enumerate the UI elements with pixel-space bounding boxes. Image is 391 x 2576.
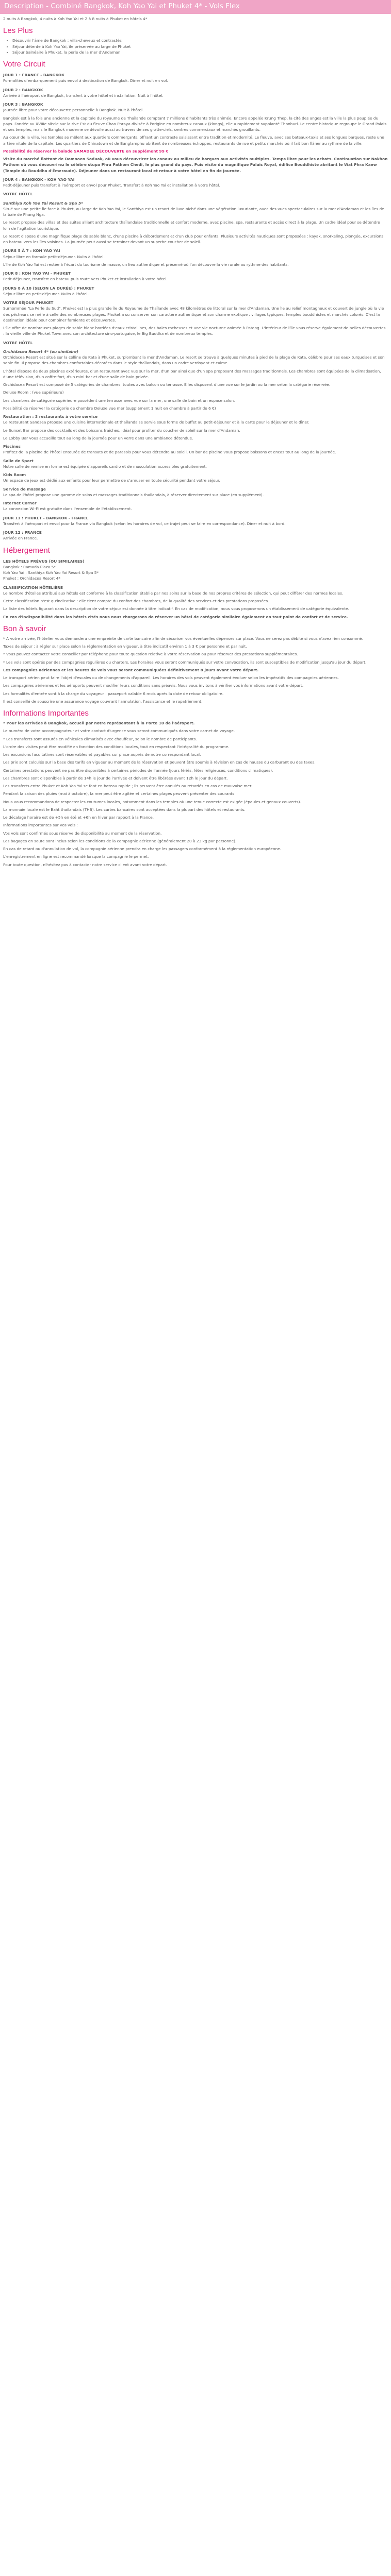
circuit-day [3,200,388,245]
circuit-days [3,72,388,541]
day-title: JOUR 11 : PHUKET - BANGKOK - FRANCE [3,515,89,520]
day-title: Piscines [3,444,21,449]
circuit-day [3,300,388,337]
important-paragraph: Les excursions facultatives sont réservables et payables sur place auprès de notre correspondant local. [3,752,201,757]
day-paragraph: Visite du marché flottant de Damnoen Saduak, où vous découvrirez les canaux au milieu de barques aux activités multiples. Temps libre pour les achats. Continuation sur Nakhon Pathom où vous découvrirez le célèbre stupa Phra Pathom Chedi, le plus grand du pays. Puis visite du magnifique Palais Royal, édifice Bouddhiste abritant le Wat Phra Kaew (Temple du Bouddha d'Émeraude). Déjeuner dans un restaurant local et retour à votre hôtel en fin de journée. [3,157,388,173]
day-paragraph: Notre salle de remise en forme est équipée d'appareils cardio et de musculation accessibles gratuitement. [3,464,207,469]
day-paragraph: Petit-déjeuner, transfert en bateau puis route vers Phuket et installation à votre hôtel. [3,277,168,282]
highlights-heading: Les Plus [3,26,33,36]
day-paragraph: Formalités d'embarquement puis envol à destination de Bangkok. Dîner et nuit en vol. [3,78,168,83]
page-title: Description - Combiné Bangkok, Koh Yao Yai et Phuket 4* - Vols Flex [0,0,391,14]
day-paragraph: Le resort propose des villas et des suites alliant architecture thaïlandaise traditionnelle et confort moderne, avec piscine, spa, restaurants et accès direct à la plage. Un cadre idéal pour se détendre loin de l'agitation touristique. [3,220,380,231]
circuit-day [3,177,388,189]
day-title: JOUR 3 : BANGKOK [3,102,43,107]
day-paragraph: L'hôtel dispose de deux piscines extérieures, d'un restaurant avec vue sur la mer, d'un bar ainsi que d'un spa proposant des massages traditionnels. Les chambres sont équipées de la climatisation, d'une télévision, d'un coffre-fort, d'un mini-bar et d'une salle de bain privée. [3,368,381,379]
lodging-section [3,546,388,620]
day-title: Kids Room [3,472,26,477]
day-title: Restauration : 3 restaurants à votre service [3,414,97,419]
day-paragraph: Orchidacea Resort est composé de 5 catégories de chambres, toutes avec balcon ou terrasse. Elles disposent d'une vue sur le jardin ou la mer selon la catégorie réservée. [3,382,331,387]
day-title: VOTRE HÔTEL [3,340,33,345]
important-paragraph: * Les transferts sont assurés en véhicules climatisés avec chauffeur, selon le nombre de participants. [3,736,197,741]
classification-title: CLASSIFICATION HÔTELIÈRE [3,585,63,590]
day-title: JOURS 8 À 10 (SELON LA DURÉE) : PHUKET [3,285,94,291]
day-paragraph: Les chambres de catégorie supérieure possèdent une terrasse avec vue sur la mer, une salle de bain et un espace salon. [3,398,235,403]
lodging-paragraphs [3,590,388,620]
day-paragraph: Bangkok est à la fois une ancienne et la capitale du royaume de Thaïlande comptant 7 millions d'habitants très animée. Encore appelée Krung Thep, la cité des anges est la ville la plus peuplée du pays. Fondée au XVIIIe siècle sur la rive Est du fleuve Chao Phraya divisée à l'origine en nombreux canaux (klongs), elle a rapidement supplanté Thonburi. Le centre historique regroupe le Grand Palais et ses temples, mais le Bangkok moderne se dévoile aussi au travers de ses gratte-ciels, centres commerciaux et marchés grouillants. [3,115,387,132]
day-title: JOUR 2 : BANGKOK [3,87,43,92]
important-paragraph: En cas de retard ou d'annulation de vol, la compagnie aérienne prendra en charge les passagers conformément à la réglementation européenne. [3,846,282,851]
day-title: JOUR 8 : KOH YAO YAI - PHUKET [3,271,71,276]
day-paragraph: L'île de Koh Yao Yai est restée à l'écart du tourisme de masse, un lieu authentique et préservé où l'on découvre la vie rurale au rythme des habitants. [3,262,289,267]
circuit-day [3,472,388,484]
circuit-day [3,72,388,84]
day-title: JOURS 5 À 7 : KOH YAO YAI [3,248,60,253]
important-paragraph: Les prix sont calculés sur la base des tarifs en vigueur au moment de la réservation et peuvent être soumis à révision en cas de hausse du carburant ou des taxes. [3,760,316,765]
lodging-subtitle: LES HÔTELS PRÉVUS (OU SIMILAIRES) [3,558,85,564]
circuit-day [3,285,388,297]
important-paragraph: Pour toute question, n'hésitez pas à contacter notre service client avant votre départ. [3,862,167,867]
circuit-day [3,444,388,455]
day-paragraph: Un espace de jeux est dédié aux enfants pour leur permettre de s'amuser en toute sécurité pendant votre séjour. [3,478,220,483]
lodging-line: Phuket : Orchidacea Resort 4* [3,576,61,581]
practical-paragraph: Le transport aérien peut faire l'objet d'escales ou de changements d'appareil. Les horaires des vols peuvent également évoluer selon les impératifs des compagnies aériennes. [3,675,339,680]
important-paragraph: Les bagages en soute sont inclus selon les conditions de la compagnie aérienne (généralement 20 à 23 kg par personne). [3,838,237,843]
highlight-item: • Séjour balnéaire à Phuket, la perle de la mer d'Andaman [12,49,388,55]
main-content [0,14,391,868]
important-paragraph: * Pour les arrivées à Bangkok, accueil par notre représentant à la Porte 10 de l'aéroport. [3,721,195,725]
circuit-day [3,349,388,411]
practical-paragraph: Les formalités d'entrée sont à la charge du voyageur : passeport valable 6 mois après la date de retour obligatoire. [3,691,224,696]
day-paragraph: Arrivée en France. [3,536,38,541]
practical-paragraph: * A votre arrivée, l'hôtelier vous demandera une empreinte de carte bancaire afin de sécuriser vos éventuelles dépenses sur place. Vous ne serez pas débité si vous n'avez rien consommé. [3,636,364,641]
important-paragraph: L'ordre des visites peut être modifié en fonction des conditions locales, tout en respectant l'intégralité du programme. [3,744,230,749]
day-paragraph: Séjour libre en formule petit-déjeuner. Nuits à l'hôtel. [3,254,105,259]
important-paragraph: L'enregistrement en ligne est recommandé lorsque la compagnie le permet. [3,854,149,859]
day-paragraph: Deluxe Room : (vue supérieure) [3,390,64,395]
lodging-paragraph: Cette classification n'est qu'indicative : elle tient compte du confort des chambres, de la qualité des services et des prestations proposées. [3,599,269,603]
highlight-item: • Découvrir l'âme de Bangkok : villa-cheveux et contrastés [12,38,388,43]
practical-paragraph: * Les vols sont opérés par des compagnies régulières ou charters. Les horaires vous seront communiqués sur votre convocation, ils sont susceptibles de modification jusqu'au jour du départ. [3,659,367,665]
circuit-heading: Votre Circuit [3,60,45,69]
day-paragraph: Séjour libre en petit-déjeuner. Nuits à l'hôtel. [3,291,89,296]
lodging-lines [3,564,388,582]
day-paragraph: Le Lobby Bar vous accueille tout au long de la journée pour un verre dans une ambiance détendue. [3,435,193,440]
lodging-paragraph: La liste des hôtels figurant dans la description de votre séjour est donnée à titre indicatif. En cas de modification, nous vous proposerons un établissement de catégorie équivalente. [3,606,349,612]
day-paragraph: Petit-déjeuner puis transfert à l'aéroport et envol pour Phuket. Transfert à Koh Yao Yai et installation à votre hôtel. [3,183,220,188]
day-paragraph: Journée libre pour votre découverte personnelle à Bangkok. Nuit à l'hôtel. [3,108,144,113]
important-paragraph: Certaines prestations peuvent ne pas être disponibles à certaines périodes de l'année (jours fériés, fêtes religieuses, conditions climatiques). [3,768,273,773]
important-paragraph: Les chambres sont disponibles à partir de 14h le jour de l'arrivée et doivent être libérées avant 12h le jour du départ. [3,775,228,781]
important-heading: Informations Importantes [3,709,89,718]
important-section [3,709,388,868]
day-paragraph: Le resort dispose d'une magnifique plage de sable blanc, d'une piscine à débordement et d'un club pour enfants. Plusieurs activités nautiques sont proposées : kayak, snorkeling, plongée, excursions en bateau vers les îles voisines. La journée peut aussi se terminer devant un superbe coucher de soleil. [3,233,384,244]
important-paragraphs [3,720,388,868]
day-title: VOTRE SÉJOUR PHUKET [3,300,54,305]
day-paragraph: Le spa de l'hôtel propose une gamme de soins et massages traditionnels thaïlandais, à réserver directement sur place (en supplément). [3,492,264,497]
highlight-item: • Séjour détente à Koh Yao Yai, île préservée au large de Phuket [12,44,388,49]
important-paragraph: Vos vols sont confirmés sous réserve de disponibilité au moment de la réservation. [3,831,162,836]
circuit-day [3,191,388,197]
circuit-day [3,87,388,99]
circuit-day [3,530,388,541]
important-paragraph: Le numéro de votre accompagnateur et votre contact d'urgence vous seront communiqués dans votre carnet de voyage. [3,728,235,734]
circuit-day [3,515,388,527]
practical-highlight: Les compagnies aériennes et les heures de vols vous seront communiquées définitivement 8 jours avant votre départ. [3,667,259,672]
practical-paragraph: * Vous pouvez contacter votre conseiller par téléphone pour toute question relative à votre réservation ou pour réserver des prestations supplémentaires. [3,652,298,657]
day-paragraph: La connexion Wi-Fi est gratuite dans l'ensemble de l'établissement. [3,506,132,512]
circuit-day [3,486,388,498]
practical-paragraphs [3,636,388,704]
day-paragraph: Arrivée à l'aéroport de Bangkok, transfert à votre hôtel et installation. Nuit à l'hôtel. [3,93,164,98]
day-paragraph: Profitez de la piscine de l'hôtel entourée de transats et de parasols pour vous détendre au soleil. Un bar de piscine vous propose boissons et encas tout au long de la journée. [3,450,336,455]
day-paragraph: Situé sur une petite île face à Phuket, au large de Koh Yao Yai, le Santhiya est un resort de luxe niché dans une végétation luxuriante, avec des vues spectaculaires sur la mer d'Andaman et les îles de la baie de Phang Nga. [3,206,384,217]
circuit-day [3,340,388,346]
circuit-day [3,248,388,267]
day-paragraph: Transfert à l'aéroport et envol pour la France via Bangkok (selon les horaires de vol, ce trajet peut se faire en correspondance). Dîner et nuit à bord. [3,521,286,526]
day-title: JOUR 12 : FRANCE [3,530,42,535]
day-title: JOUR 1 : FRANCE - BANGKOK [3,73,64,77]
important-paragraph: Le décalage horaire est de +5h en été et +6h en hiver par rapport à la France. [3,815,154,820]
day-paragraph: Le restaurant Sandsea propose une cuisine internationale et thaïlandaise servie sous forme de buffet au petit-déjeuner et à la carte pour le déjeuner et le dîner. [3,420,309,425]
circuit-day [3,156,388,174]
day-paragraph: Surnommée "La Perle du Sud", Phuket est la plus grande île du Royaume de Thaïlande avec 48 kilomètres de littoral sur la mer d'Andaman. Une île au relief montagneux et couvert de jungle où la vie des pêcheurs se mêle à celle des nombreuses plages. Phuket a su conserver son caractère authentique et son charme exotique : villages typiques, temples bouddhistes et marchés colorés. C'est la destination idéale pour combiner farniente et découvertes. [3,306,384,323]
circuit-day [3,414,388,441]
circuit-day [3,500,388,512]
day-title: Orchidacea Resort 4* (ou similaire) [3,349,79,354]
highlights-list [3,38,388,55]
lodging-paragraph: Le nombre d'étoiles attribué aux hôtels est conforme à la classification établie par nos soins sur la base de nos propres critères de sélection, qui peut différer des normes locales. [3,590,344,596]
circuit-day [3,101,388,154]
day-paragraph: Possibilité de réserver la balade SAMADEE DÉCOUVERTE en supplément 99 € [3,148,169,154]
intro-text: 2 nuits à Bangkok, 4 nuits à Koh Yao Yai et 2 à 8 nuits à Phuket en hôtels 4* [3,16,148,21]
day-title: VOTRE HÔTEL [3,192,33,197]
lodging-paragraph: En cas d'indisponibilité dans les hôtels cités nous nous chargerons de réserver un hôtel de catégorie similaire également en tout point de confort et de service. [3,614,348,619]
important-paragraph: Pendant la saison des pluies (mai à octobre), la mer peut être agitée et certaines plages peuvent présenter des courants. [3,791,236,796]
day-title: Internet Corner [3,501,37,505]
important-paragraph: La monnaie locale est le Baht thaïlandais (THB). Les cartes bancaires sont acceptées dans la plupart des hôtels et restaurants. [3,807,246,812]
day-title: Service de massage [3,486,46,492]
lodging-heading: Hébergement [3,546,50,555]
circuit-section [3,60,388,541]
important-paragraph: Informations importantes sur vos vols : [3,823,78,828]
day-paragraph: Possibilité de réserver la catégorie de chambre Deluxe vue mer (supplément 1 nuit en chambre à partir de 6 €) [3,405,216,411]
important-paragraph: Les transferts entre Phuket et Koh Yao Yai se font en bateau rapide ; ils peuvent être annulés ou retardés en cas de mauvaise mer. [3,784,253,788]
lodging-line: Koh Yao Yai : Santhiya Koh Yao Yai Resort & Spa 5* [3,570,99,575]
practical-paragraph: Taxes de séjour : à régler sur place selon la réglementation en vigueur, à titre indicatif environ 1 à 3 € par personne et par nuit. [3,644,247,649]
important-paragraph: Nous vous recommandons de respecter les coutumes locales, notamment dans les temples où une tenue correcte est exigée (épaules et genoux couverts). [3,799,301,804]
practical-heading: Bon à savoir [3,624,46,633]
circuit-day [3,270,388,282]
day-title: Santhiya Koh Yao Yai Resort & Spa 5* [3,200,83,206]
day-paragraph: Le Sunset Bar propose des cocktails et des boissons fraîches, idéal pour profiter du coucher de soleil sur la mer d'Andaman. [3,428,240,433]
day-title: Salle de Sport [3,458,34,463]
circuit-day [3,458,388,470]
practical-section [3,624,388,704]
highlights-section [3,26,388,55]
day-paragraph: L'île offre de nombreuses plages de sable blanc bordées d'eaux cristallines, des baies rocheuses et une vie nocturne animée à Patong. L'intérieur de l'île vous réserve également de belles découvertes : la vieille ville de Phuket Town avec son architecture sino-portugaise, le Big Buddha et de nombreux temples. [3,326,386,336]
day-title: JOUR 4 : BANGKOK - KOH YAO YAI [3,177,75,182]
practical-paragraph: Il est conseillé de souscrire une assurance voyage couvrant l'annulation, l'assistance et le rapatriement. [3,699,203,704]
day-paragraph: Orchidacea Resort est situé sur la colline de Kata à Phuket, surplombant la mer d'Andaman. Le resort se trouve à quelques minutes à pied de la plage de Kata, célèbre pour ses eaux turquoises et son sable fin. Il propose des chambres confortables décorées dans le style thaïlandais, dans un cadre verdoyant et calme. [3,355,385,366]
practical-paragraph: Les compagnies aériennes et les aéroports peuvent modifier leurs conditions sans préavis. Nous vous invitons à vérifier vos informations avant votre départ. [3,683,304,688]
lodging-line: Bangkok : Ramada Plaza 5* [3,564,56,569]
day-paragraph: Au cœur de la ville, les temples se mêlent aux quartiers commerçants, offrant un contraste saisissant entre tradition et modernité. Le fleuve, avec ses bateaux-taxis et ses longues barques, reste une artère vitale de la capitale. Les quartiers de Chinatown et de Banglamphu abritent de nombreuses échoppes, restaurants de rue et petits marchés où il fait bon flâner au rythme de la ville. [3,135,384,146]
